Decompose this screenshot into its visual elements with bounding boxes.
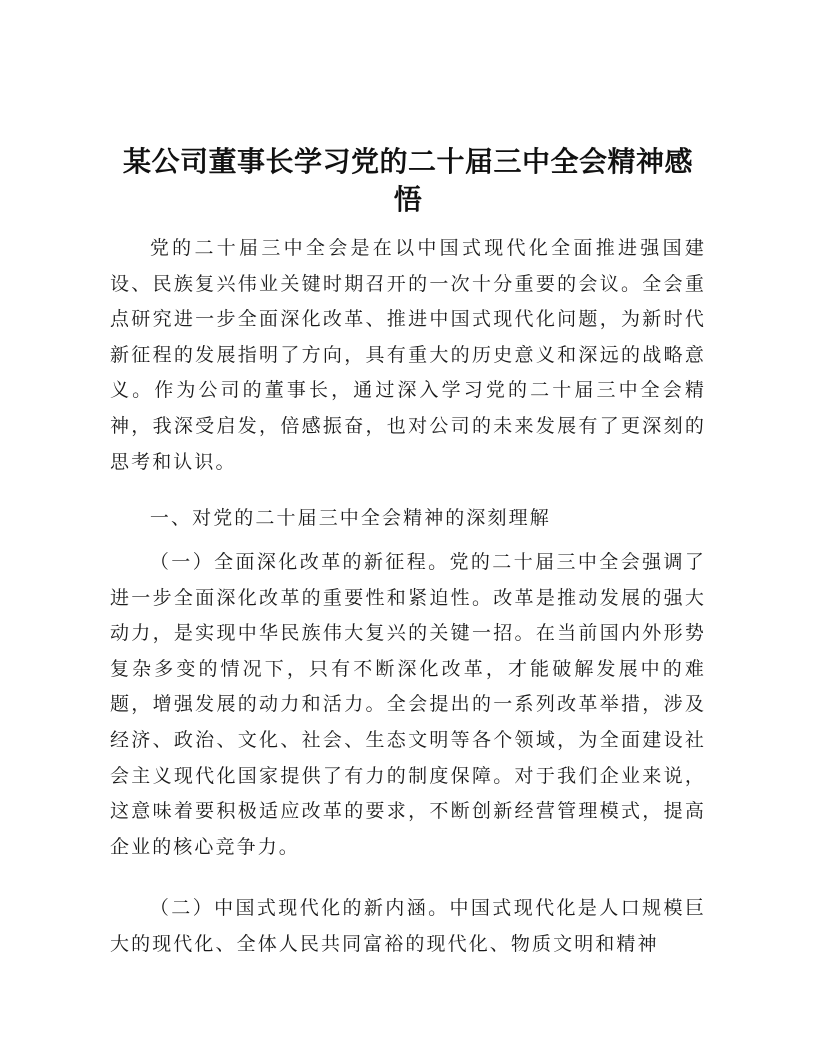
intro-paragraph: 党的二十届三中全会是在以中国式现代化全面推进强国建设、民族复兴伟业关键时期召开的一次十分重要的会议。全会重点研究进一步全面深化改革、推进中国式现代化问题，为新时代新征程的发展指明了方向，具有重大的历史意义和深远的战略意义。作为公司的董事长，通过深入学习党的二十届三中全会精神，我深受启发，倍感振奋，也对公司的未来发展有了更深刻的思考和认识。 (110, 237, 706, 473)
subsection-paragraph-2: （二）中国式现代化的新内涵。中国式现代化是人口规模巨大的现代化、全体人民共同富裕的现代化、物质文明和精神 (110, 897, 706, 955)
subsection-paragraph-1: （一）全面深化改革的新征程。党的二十届三中全会强调了进一步全面深化改革的重要性和紧迫性。改革是推动发展的强大动力，是实现中华民族伟大复兴的关键一招。在当前国内外形势复杂多变的情况下，只有不断深化改革，才能破解发展中的难题，增强发展的动力和活力。全会提出的一系列改革举措，涉及经济、政治、文化、社会、生态文明等各个领域，为全面建设社会主义现代化国家提供了有力的制度保障。对于我们企业来说，这意味着要积极适应改革的要求，不断创新经营管理模式，提高企业的核心竞争力。 (110, 551, 706, 858)
section-heading: 一、对党的二十届三中全会精神的深刻理解 (149, 507, 551, 529)
document-title: 某公司董事长学习党的二十届三中全会精神感悟 (122, 145, 693, 216)
